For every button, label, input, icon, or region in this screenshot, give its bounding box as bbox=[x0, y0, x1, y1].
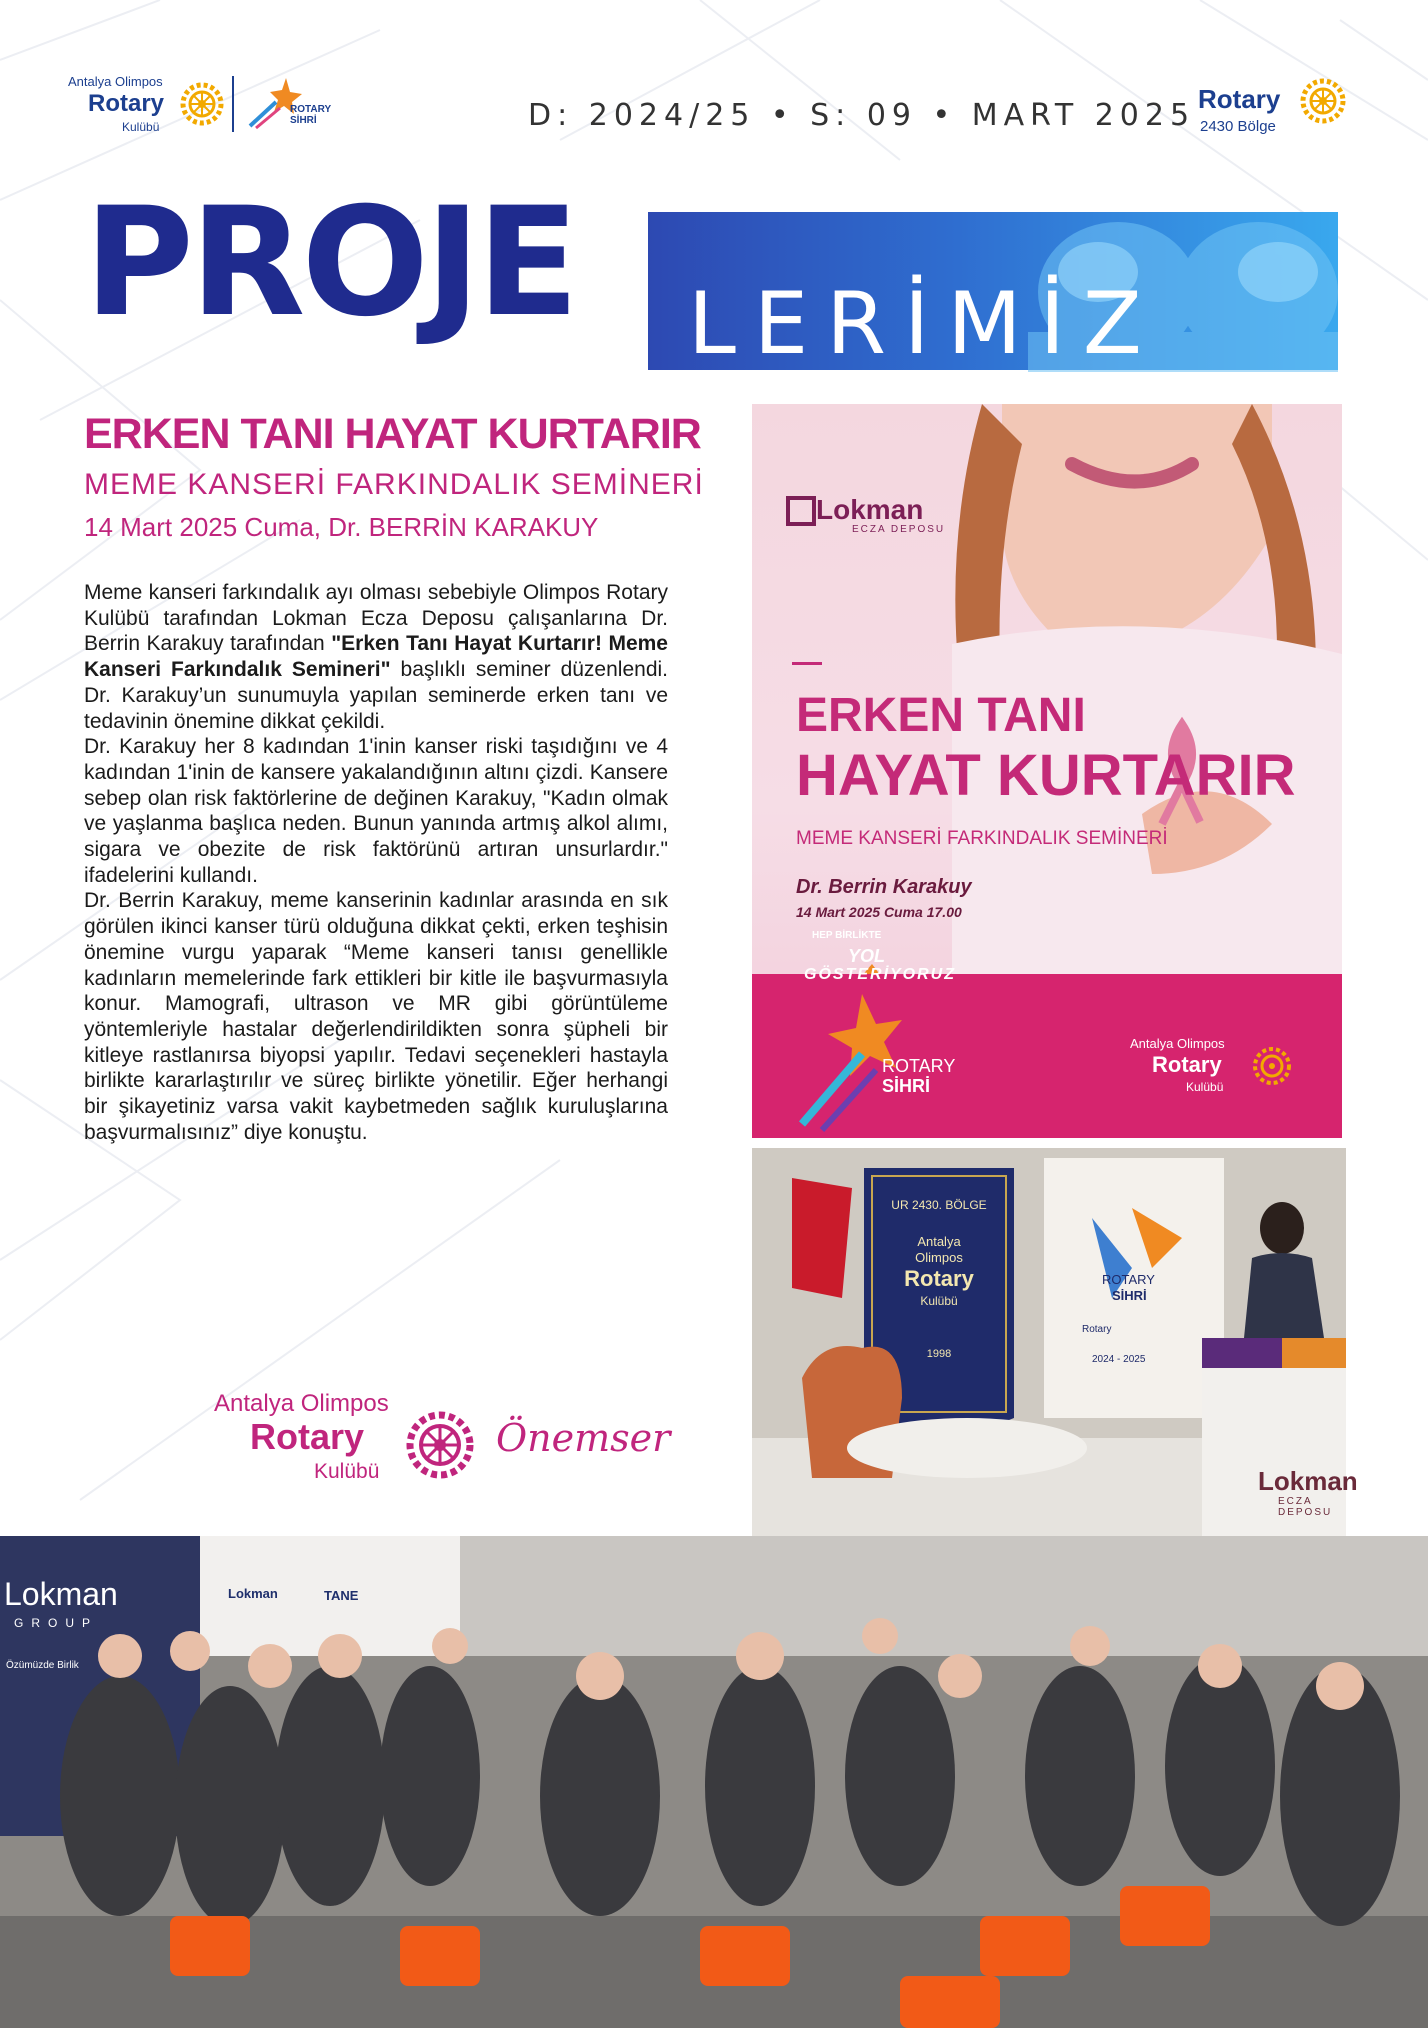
district-rotary: Rotary bbox=[1198, 84, 1281, 114]
poster-club-logo bbox=[1122, 1036, 1322, 1116]
club-name-rotary: Rotary bbox=[88, 90, 165, 117]
article-paragraph-3: Dr. Berrin Karakuy, meme kanserinin kadınlar arasında en sık görülen ikinci kanser türü olduğuna dikkat çekti, erken teşhisin önemine vurgu yaparak “Meme kanseri tanısı genellikle kadınların memelerinde fark ettikleri bir kitle ile başvurmasıyla konur. Mamografi, ultrason ve MR gibi görüntüleme yöntemleriyle hastalar değerlendirildikten sonra şüpheli bir kitleye rastlanırsa biyopsi yapılır. Tedavi seçenekleri hastayla birlikte kararlaştırılır ve süreç birlikte yönetilir. Eğer herhangi bir şikayetiniz varsa vakit kaybetmeden sağlık kuruluşlarına başvurmalısınız” diye konuştu. bbox=[84, 889, 668, 1144]
poster-speaker: Dr. Berrin Karakuy bbox=[796, 876, 972, 898]
poster-sponsor: Lokman bbox=[816, 494, 924, 525]
seminar-poster bbox=[752, 404, 1342, 1138]
speaker-photo-scene bbox=[752, 1148, 1346, 1536]
article-paragraph-2: Dr. Karakuy her 8 kadından 1'inin kanser riski taşıdığını ve 4 kadından 1'inin de kansere yakalandığının altını çizdi. Kansere sebep olan risk faktörlerine de değinen Karakuy, "Kadın olmak ve yaşlanma başlıca neden. Bunun yanında artmış alkol alımı, sigara ve obezite de risk faktörünü artıran unsurlardır." ifadelerini kullandı. bbox=[84, 735, 668, 887]
poster-club-bottom: Kulübü bbox=[1186, 1080, 1224, 1094]
sihri-logo-text bbox=[290, 104, 331, 126]
wall-brand: Lokman bbox=[4, 1576, 118, 1612]
rotary-wheel-icon bbox=[405, 1410, 475, 1480]
issue-info: D: 2024/25 • S: 09 • MART 2025 bbox=[528, 98, 1196, 133]
article-dateline: 14 Mart 2025 Cuma, Dr. BERRİN KARAKUY bbox=[84, 512, 599, 542]
speaker-banner-club-1: Antalya bbox=[917, 1234, 961, 1249]
rotary-onemser-logo bbox=[210, 1386, 680, 1496]
article-paragraph-1 bbox=[84, 580, 668, 734]
district-name: 2430 Bölge bbox=[1200, 118, 1276, 135]
rollup-text-2: SİHRİ bbox=[1112, 1288, 1147, 1303]
logo-divider bbox=[232, 76, 234, 132]
speaker-banner-club-2: Olimpos bbox=[915, 1250, 963, 1265]
audience-photo bbox=[0, 1536, 1428, 2028]
p1-seminar-title: "Erken Tanı Hayat Kurtarır! Meme Kanseri Farkındalık Semineri" bbox=[84, 632, 668, 682]
poster-line-3: MEME KANSERİ FARKINDALIK SEMİNERİ bbox=[796, 828, 1168, 849]
rotary-wheel-icon bbox=[1300, 78, 1346, 124]
wall-slogan: Özümüzde Birlik bbox=[6, 1660, 79, 1671]
wall-logo-2: Lokman bbox=[228, 1586, 278, 1601]
poster-sihri-1: ROTARY bbox=[882, 1056, 956, 1076]
club-name-top: Antalya Olimpos bbox=[68, 74, 163, 89]
poster-slogan-a: YOL bbox=[848, 946, 886, 966]
poster-club-rotary: Rotary bbox=[1152, 1052, 1222, 1077]
club-name-bottom: Kulübü bbox=[122, 120, 160, 134]
poster-line-2: HAYAT KURTARIR bbox=[796, 743, 1296, 808]
wall-group: GROUP bbox=[14, 1616, 99, 1630]
poster-line-1: ERKEN TANI bbox=[796, 689, 1086, 742]
section-banner bbox=[648, 212, 1338, 374]
rotary-wheel-icon bbox=[1252, 1046, 1292, 1086]
poster-slogan-small: HEP BİRLİKTE bbox=[812, 930, 882, 941]
p1-text-start: Meme kanseri farkındalık ayı olması sebebiyle Olimpos Rotary Kulübü tarafından Lokman Ecza Deposu çalışanlarına Dr. Berrin Karakuy tarafından bbox=[84, 581, 668, 656]
podium-logo: Lokman bbox=[1258, 1466, 1358, 1496]
audience-photo-scene bbox=[0, 1536, 1428, 2028]
p1-text-end: başlıklı seminer düzenlendi. Dr. Karakuy’un sunumuyla yapılan seminerde erken tanı ve tedavinin önemine dikkat çekildi. bbox=[84, 658, 668, 733]
rotary-wheel-icon bbox=[180, 82, 224, 126]
speaker-banner-year: 1998 bbox=[926, 1348, 952, 1360]
onemser-club-top: Antalya Olimpos bbox=[214, 1390, 389, 1417]
wall-logo-3: TANE bbox=[324, 1588, 359, 1603]
speaker-banner-rotary: Rotary bbox=[904, 1266, 974, 1291]
poster-date: 14 Mart 2025 Cuma 17.00 bbox=[796, 904, 962, 920]
article-body bbox=[84, 580, 668, 1145]
speaker-banner-district: UR 2430. BÖLGE bbox=[891, 1198, 987, 1212]
speaker-photo bbox=[752, 1148, 1358, 1536]
onemser-rotary: Rotary bbox=[250, 1416, 365, 1457]
article-subheadline: MEME KANSERİ FARKINDALIK SEMİNERİ bbox=[84, 468, 704, 501]
article-headline: ERKEN TANI HAYAT KURTARIR bbox=[84, 410, 701, 458]
poster-sihri-2: SİHRİ bbox=[882, 1076, 931, 1096]
rollup-text-4: 2024 - 2025 bbox=[1092, 1354, 1146, 1365]
poster-sihri-text bbox=[882, 1056, 955, 1096]
club-logo-header bbox=[60, 68, 360, 140]
poster-slogan-b: GÖSTERİYORUZ bbox=[804, 966, 957, 983]
section-title-main: PROJE bbox=[84, 176, 576, 350]
onemser-script: Önemser bbox=[496, 1416, 671, 1460]
onemser-kulubu: Kulübü bbox=[314, 1460, 380, 1483]
sihri-line-2: SİHRİ bbox=[290, 115, 317, 126]
rollup-text-3: Rotary bbox=[1082, 1324, 1112, 1335]
rollup-text-1: ROTARY bbox=[1102, 1272, 1155, 1287]
poster-club-top: Antalya Olimpos bbox=[1130, 1036, 1225, 1051]
sihri-line-1: ROTARY bbox=[290, 104, 332, 115]
speaker-banner-kulubu: Kulübü bbox=[920, 1294, 958, 1308]
district-logo bbox=[1196, 78, 1344, 142]
section-title-sub: LERİMİZ bbox=[688, 274, 1160, 374]
podium-logo-sub: ECZA DEPOSU bbox=[1278, 1496, 1333, 1518]
poster-sponsor-sub: ECZA DEPOSU bbox=[852, 524, 946, 535]
